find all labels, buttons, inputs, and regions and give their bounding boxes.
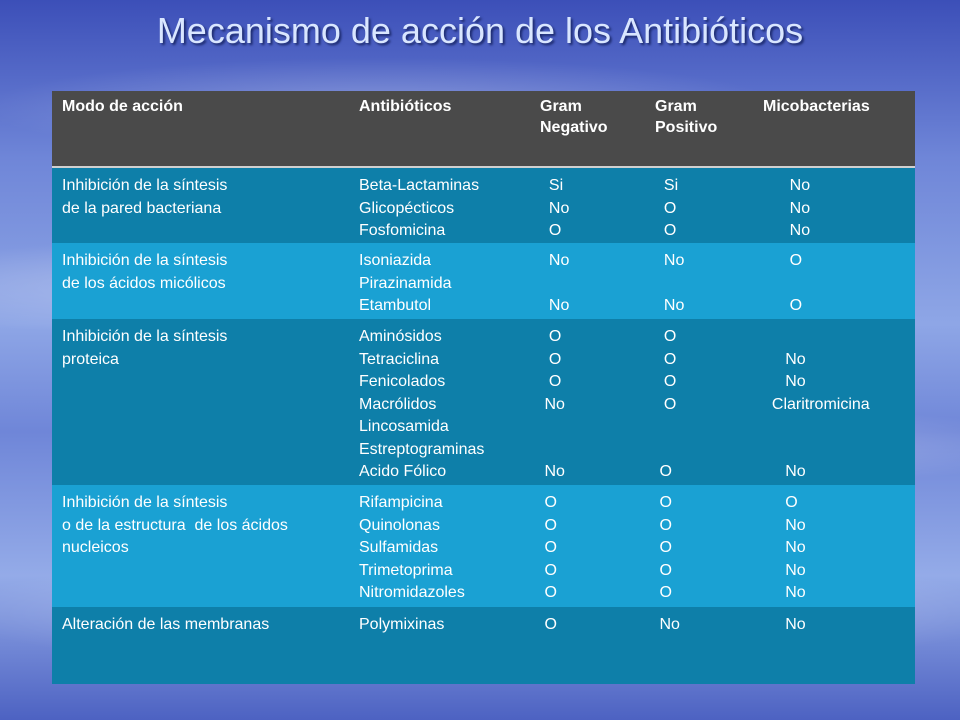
cell-line xyxy=(655,416,676,439)
cell-line: Polymixinas xyxy=(359,616,445,633)
cell-line: Trimetoprima xyxy=(359,561,453,579)
cell-line xyxy=(540,273,569,296)
cell-line: No xyxy=(763,616,806,633)
mycobacteria-cell xyxy=(763,614,806,637)
antibiotics-cell xyxy=(359,250,451,318)
cell-line: Etambutol xyxy=(359,297,432,314)
cell-line: Si xyxy=(540,177,564,194)
cell-line: proteica xyxy=(62,350,119,368)
cell-line: No xyxy=(763,177,811,194)
cell-line: Claritromicina xyxy=(763,395,870,413)
cell-line: Positivo xyxy=(655,119,718,136)
cell-line: Estreptograminas xyxy=(359,440,485,458)
cell-line: Glicopécticos xyxy=(359,199,455,217)
cell-line xyxy=(763,326,870,349)
mode-cell xyxy=(62,250,227,295)
cell-line: Lincosamida xyxy=(359,418,449,435)
cell-line xyxy=(540,416,565,439)
cell-line: O xyxy=(655,373,677,390)
cell-line: O xyxy=(540,494,557,511)
mycobacteria-cell xyxy=(763,492,806,605)
gram-negative-cell xyxy=(540,175,569,243)
cell-line: O xyxy=(540,373,562,390)
header-mycobacteria xyxy=(763,96,870,117)
cell-line: nucleicos xyxy=(62,539,129,556)
cell-line: O xyxy=(655,222,677,239)
cell-line: Inhibición de la síntesis xyxy=(62,494,228,511)
cell-line: O xyxy=(540,328,562,345)
cell-line: Isoniazida xyxy=(359,252,432,269)
cell-line: O xyxy=(763,297,803,314)
cell-line: O xyxy=(540,350,562,368)
cell-line xyxy=(540,439,565,462)
cell-line: No xyxy=(540,199,570,217)
gram-positive-cell xyxy=(655,492,672,605)
cell-line: No xyxy=(540,297,570,314)
cell-line: Rifampicina xyxy=(359,494,443,511)
cell-line: No xyxy=(655,252,685,269)
cell-line: Modo de acción xyxy=(62,98,183,115)
cell-line xyxy=(763,416,870,439)
cell-line xyxy=(763,439,870,462)
cell-line: O xyxy=(763,494,798,511)
cell-line: No xyxy=(655,616,680,633)
gram-positive-cell xyxy=(655,326,676,484)
cell-line: No xyxy=(540,252,570,269)
cell-line: No xyxy=(655,297,685,314)
cell-line: Inhibición de la síntesis xyxy=(62,328,228,345)
table-row xyxy=(52,607,915,684)
cell-line xyxy=(763,273,802,296)
cell-line: de los ácidos micólicos xyxy=(62,274,226,292)
cell-line: Fosfomicina xyxy=(359,222,446,239)
cell-line: No xyxy=(763,584,806,601)
gram-positive-cell xyxy=(655,175,678,243)
cell-line: No xyxy=(763,222,811,239)
cell-line: Negativo xyxy=(540,119,608,136)
table-row xyxy=(52,485,915,607)
mycobacteria-cell xyxy=(763,175,810,243)
mycobacteria-cell xyxy=(763,326,870,484)
gram-negative-cell xyxy=(540,326,565,484)
cell-line: Si xyxy=(655,177,679,194)
cell-line: Alteración de las membranas xyxy=(62,616,270,633)
mode-cell xyxy=(62,492,288,560)
gram-negative-cell xyxy=(540,492,557,605)
cell-line: O xyxy=(655,494,672,511)
cell-line: O xyxy=(540,616,557,633)
antibiotics-table xyxy=(52,91,915,684)
slide-title: Mecanismo de acción de los Antibióticos xyxy=(156,10,804,51)
mode-cell xyxy=(62,326,227,371)
cell-line: No xyxy=(763,373,806,390)
table-row xyxy=(52,243,915,319)
gram-positive-cell xyxy=(655,614,680,637)
cell-line: No xyxy=(763,516,806,534)
cell-line: O xyxy=(540,516,557,534)
cell-line: O xyxy=(655,328,677,345)
cell-line: Acido Fólico xyxy=(359,463,447,480)
cell-line: O xyxy=(655,395,677,413)
cell-line: No xyxy=(540,395,565,413)
cell-line: Beta-Lactaminas xyxy=(359,177,480,194)
cell-line: O xyxy=(655,516,672,534)
gram-negative-cell xyxy=(540,614,557,637)
mode-cell xyxy=(62,175,227,220)
cell-line: o de la estructura de los ácidos xyxy=(62,516,288,534)
mode-cell xyxy=(62,614,269,637)
cell-line: O xyxy=(655,561,672,579)
cell-line: Fenicolados xyxy=(359,373,446,390)
cell-line: Inhibición de la síntesis xyxy=(62,252,228,269)
gram-positive-cell xyxy=(655,250,684,318)
mycobacteria-cell xyxy=(763,250,802,318)
cell-line: No xyxy=(763,463,806,480)
header-gram-negative xyxy=(540,96,608,138)
cell-line: O xyxy=(655,199,677,217)
cell-line: Antibióticos xyxy=(359,98,452,115)
cell-line xyxy=(655,439,676,462)
antibiotics-cell xyxy=(359,492,465,605)
header-mode xyxy=(62,96,183,117)
cell-line: O xyxy=(763,252,803,269)
antibiotics-cell xyxy=(359,614,444,637)
cell-line: No xyxy=(763,561,806,579)
antibiotics-cell xyxy=(359,326,484,484)
cell-line: de la pared bacteriana xyxy=(62,199,222,217)
cell-line: O xyxy=(540,584,557,601)
table-row xyxy=(52,168,915,243)
cell-line: Quinolonas xyxy=(359,516,440,534)
cell-line: No xyxy=(763,350,806,368)
cell-line: Sulfamidas xyxy=(359,539,439,556)
gram-negative-cell xyxy=(540,250,569,318)
cell-line: Gram xyxy=(655,98,697,115)
cell-line: No xyxy=(763,199,811,217)
cell-line: Nitromidazoles xyxy=(359,584,465,601)
header-antibiotics xyxy=(359,96,451,117)
table-row xyxy=(52,319,915,485)
cell-line: Pirazinamida xyxy=(359,274,452,292)
cell-line: Macrólidos xyxy=(359,395,437,413)
cell-line: No xyxy=(540,463,565,480)
antibiotics-cell xyxy=(359,175,479,243)
cell-line: Aminósidos xyxy=(359,328,442,345)
cell-line: O xyxy=(540,539,557,556)
cell-line: O xyxy=(655,463,672,480)
cell-line: O xyxy=(655,539,672,556)
cell-line: Inhibición de la síntesis xyxy=(62,177,228,194)
cell-line: O xyxy=(540,222,562,239)
cell-line: Micobacterias xyxy=(763,98,870,115)
cell-line: O xyxy=(540,561,557,579)
cell-line: O xyxy=(655,350,677,368)
table-header-row xyxy=(52,91,915,168)
cell-line: Gram xyxy=(540,98,582,115)
cell-line xyxy=(655,273,684,296)
cell-line: O xyxy=(655,584,672,601)
cell-line: Tetraciclina xyxy=(359,350,440,368)
header-gram-positive xyxy=(655,96,717,138)
cell-line: No xyxy=(763,539,806,556)
